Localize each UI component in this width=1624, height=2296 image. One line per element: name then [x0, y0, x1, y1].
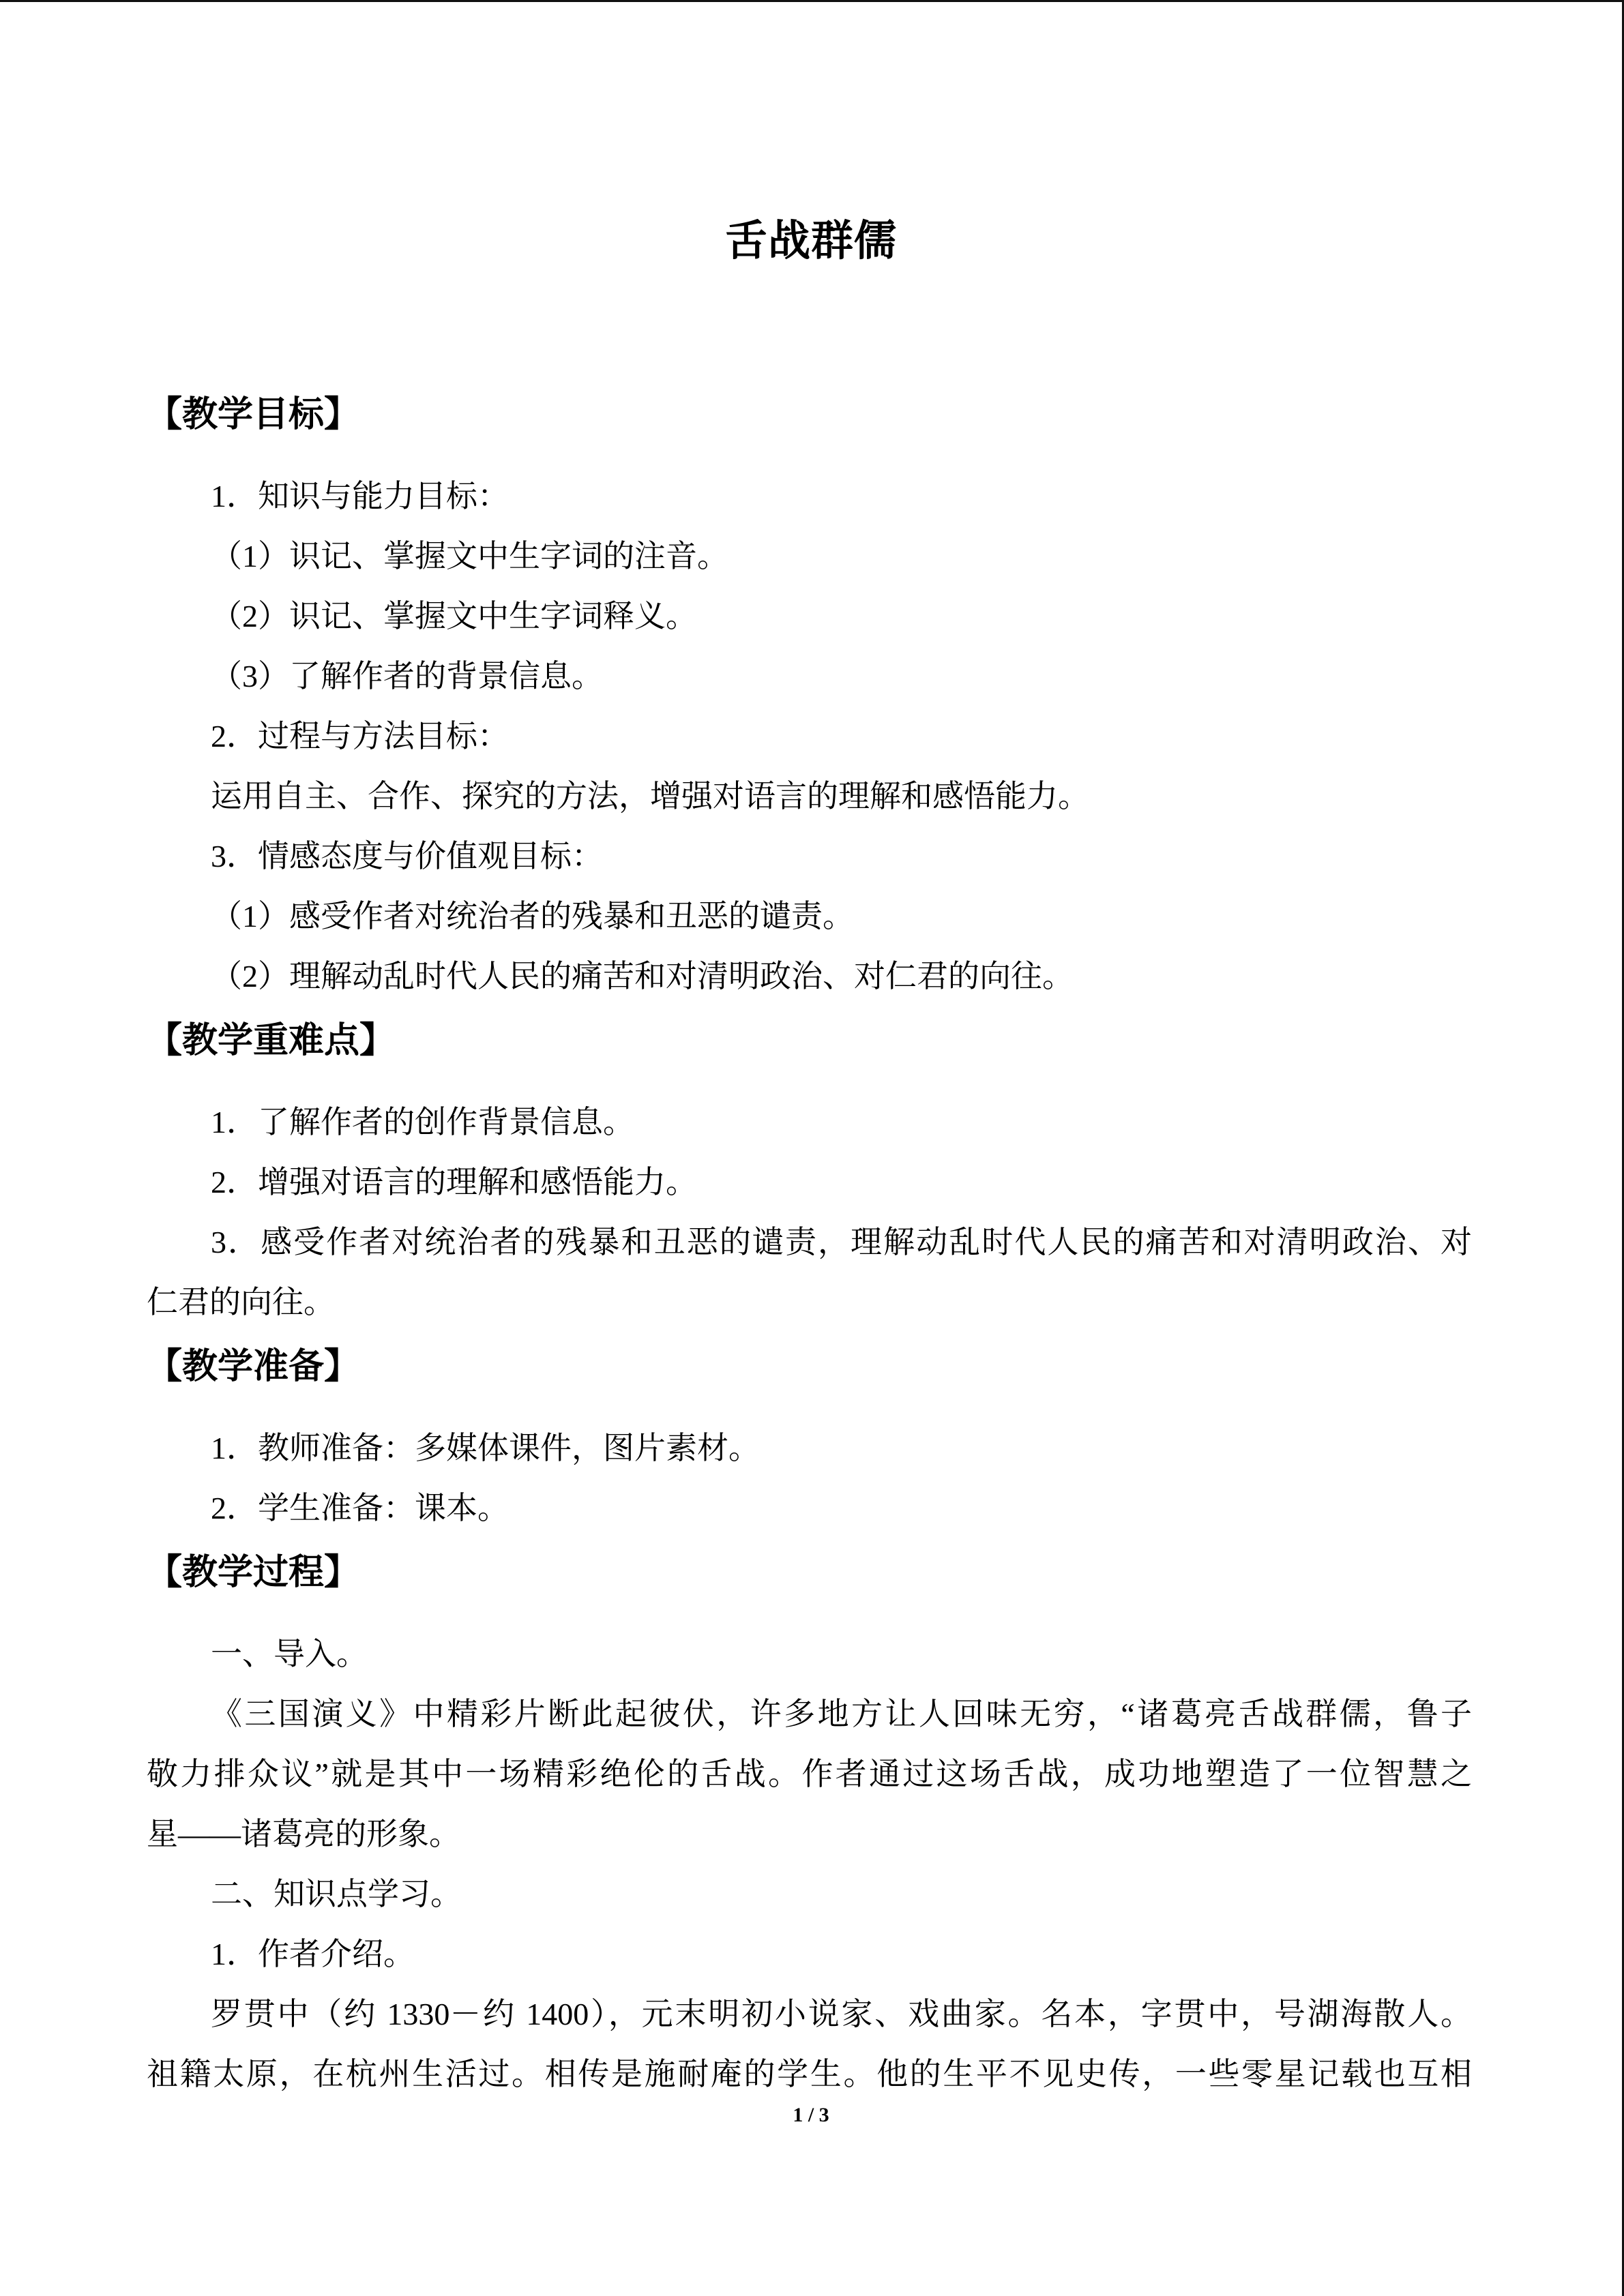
- text-line: 1．了解作者的创作背景信息。: [211, 1105, 634, 1139]
- text-line: （2）理解动乱时代人民的痛苦和对清明政治、对仁君的向往。: [211, 959, 1074, 994]
- section-teaching-process: [147, 1542, 1472, 2104]
- document-body: [147, 385, 1472, 2104]
- text-line: 1．教师准备：多媒体课件，图片素材。: [211, 1431, 760, 1465]
- page-title: 舌战群儒: [724, 218, 897, 265]
- section-preparation: [147, 1337, 1472, 1538]
- text-line: 二、知识点学习。: [211, 1877, 462, 1911]
- text-line: 一、导入。: [211, 1637, 368, 1671]
- text-line: 敬力排众议”就是其中一场精彩绝伦的舌战。作者通过这场舌战，成功地塑造了一位智慧之: [147, 1757, 1472, 1791]
- section-heading: 【教学过程】: [147, 1553, 360, 1592]
- section-key-difficulties: [147, 1011, 1472, 1332]
- section-heading: 【教学准备】: [147, 1347, 360, 1386]
- text-line: （1）识记、掌握文中生字词的注音。: [211, 539, 728, 573]
- text-line: 仁君的向往。: [147, 1285, 335, 1320]
- section-heading: 【教学目标】: [147, 395, 360, 434]
- text-line: 祖籍太原，在杭州生活过。相传是施耐庵的学生。他的生平不见史传，一些零星记载也互相: [147, 2057, 1472, 2091]
- text-line: 3．情感态度与价值观目标：: [211, 839, 603, 874]
- text-line: （2）识记、掌握文中生字词释义。: [211, 599, 697, 633]
- page-number: 1 / 3: [793, 2104, 829, 2126]
- text-line: 《三国演义》中精彩片断此起彼伏，许多地方让人回味无穷，“诸葛亮舌战群儒，鲁子: [211, 1697, 1472, 1731]
- section-teaching-objectives: [147, 385, 1472, 1007]
- text-line: （1）感受作者对统治者的残暴和丑恶的谴责。: [211, 899, 854, 934]
- text-line: 2．学生准备：课本。: [211, 1491, 509, 1525]
- text-line: 3．感受作者对统治者的残暴和丑恶的谴责，理解动乱时代人民的痛苦和对清明政治、对: [211, 1225, 1472, 1259]
- text-line: 运用自主、合作、探究的方法，增强对语言的理解和感悟能力。: [211, 779, 1089, 814]
- text-line: 1．知识与能力目标：: [211, 479, 509, 513]
- text-line: （3）了解作者的背景信息。: [211, 659, 603, 694]
- text-line: 星——诸葛亮的形象。: [147, 1817, 460, 1851]
- text-line: 2．过程与方法目标：: [211, 719, 509, 754]
- section-heading: 【教学重难点】: [147, 1021, 396, 1060]
- text-line: 罗贯中（约 1330－约 1400），元末明初小说家、戏曲家。名本，字贯中，号湖海散人。: [211, 1997, 1472, 2031]
- text-line: 2．增强对语言的理解和感悟能力。: [211, 1165, 697, 1199]
- text-line: 1．作者介绍。: [211, 1937, 415, 1971]
